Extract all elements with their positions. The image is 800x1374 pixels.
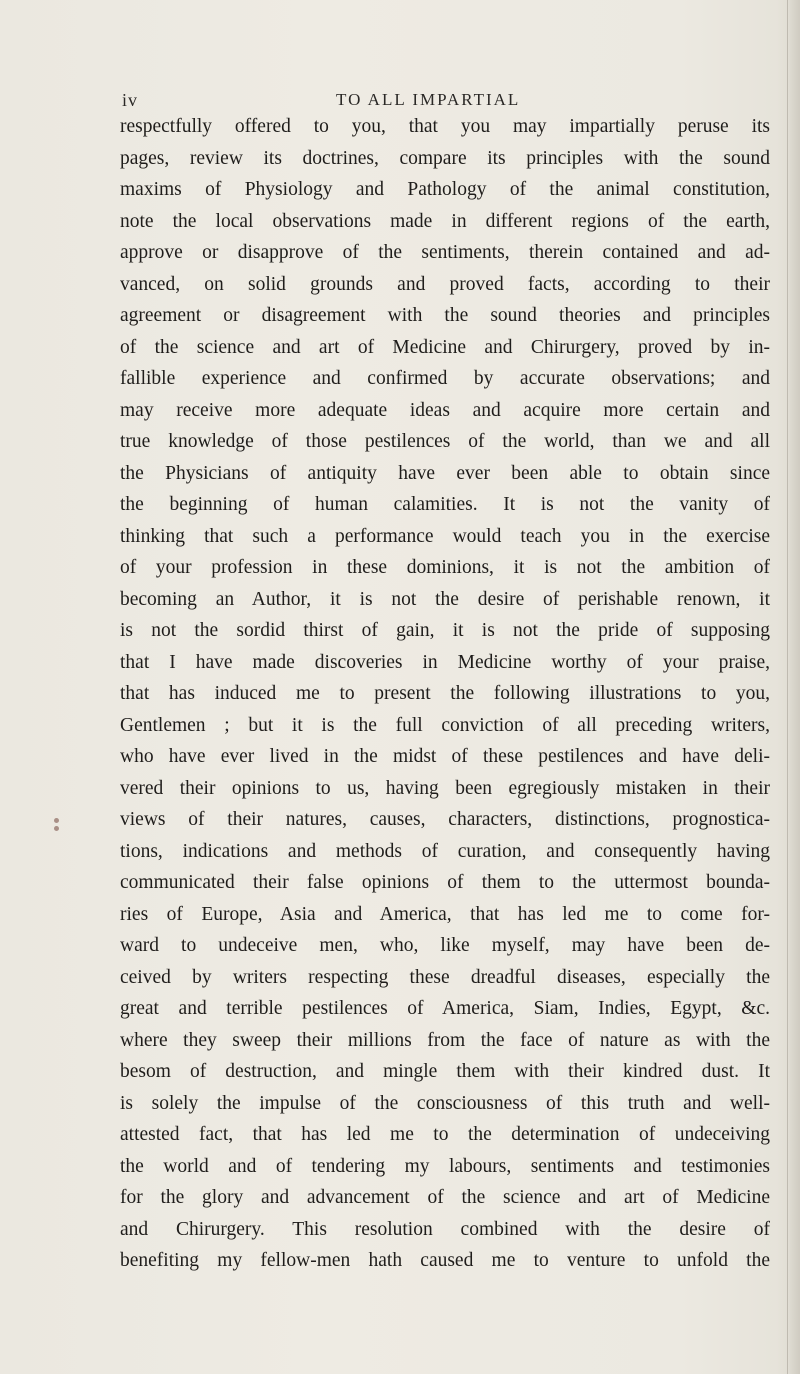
text-line: great and terrible pestilences of America, Siam, Indies, Egypt, &c. (120, 998, 770, 1019)
text-line: views of their natures, causes, characters, distinctions, prognostica- (120, 809, 770, 830)
text-line: attested fact, that has led me to the determination of undeceiving (120, 1124, 770, 1145)
text-line: of the science and art of Medicine and Chirurgery, proved by in- (120, 336, 770, 358)
text-line: of your profession in these dominions, it is not the ambition of (120, 557, 770, 578)
text-line: that has induced me to present the following illustrations to you, (120, 683, 770, 704)
text-line: communicated their false opinions of them to the uttermost bounda- (120, 872, 770, 893)
text-line: pages, review its doctrines, compare its principles with the sound (120, 147, 770, 169)
text-line: that I have made discoveries in Medicine worthy of your praise, (120, 651, 770, 673)
text-line: thinking that such a performance would teach you in the exercise (120, 525, 770, 547)
page-edge (787, 0, 800, 1374)
text-line: where they sweep their millions from the face of nature as with the (120, 1029, 770, 1051)
text-line: is not the sordid thirst of gain, it is not the pride of supposing (120, 620, 770, 641)
text-line: is solely the impulse of the consciousness of this truth and well- (120, 1092, 770, 1114)
body-text (120, 111, 770, 1277)
text-line: ceived by writers respecting these dreadful diseases, especially the (120, 966, 770, 988)
speck-mark (54, 826, 59, 831)
text-line: agreement or disagreement with the sound theories and principles (120, 305, 770, 326)
running-head-title: TO ALL IMPARTIAL (336, 90, 521, 109)
text-line: who have ever lived in the midst of these pestilences and have deli- (120, 746, 770, 767)
text-line: the beginning of human calamities. It is not the vanity of (120, 494, 770, 515)
page-number: iv (122, 90, 139, 110)
text-line: benefiting my fellow-men hath caused me to venture to unfold the (120, 1250, 770, 1271)
text-line: vered their opinions to us, having been egregiously mistaken in their (120, 777, 770, 799)
text-line: vanced, on solid grounds and proved facts, according to their (120, 273, 770, 295)
text-line: true knowledge of those pestilences of the world, than we and all (120, 431, 770, 452)
text-line: tions, indications and methods of curation, and consequently having (120, 840, 770, 862)
text-line: may receive more adequate ideas and acquire more certain and (120, 399, 770, 421)
text-line: becoming an Author, it is not the desire of perishable renown, it (120, 588, 770, 610)
paper-specks (54, 818, 60, 832)
text-line: maxims of Physiology and Pathology of the animal constitution, (120, 179, 770, 200)
text-line: ward to undeceive men, who, like myself, may have been de- (120, 935, 770, 956)
text-line: the world and of tendering my labours, sentiments and testimonies (120, 1155, 770, 1177)
speck-mark (54, 818, 59, 823)
text-line: for the glory and advancement of the science and art of Medicine (120, 1187, 770, 1208)
text-line: Gentlemen ; but it is the full conviction of all preceding writers, (120, 714, 770, 736)
text-line: note the local observations made in different regions of the earth, (120, 210, 770, 232)
text-line: fallible experience and confirmed by accurate observations; and (120, 368, 770, 389)
text-line: respectfully offered to you, that you may impartially peruse its (120, 116, 770, 137)
text-line: and Chirurgery. This resolution combined with the desire of (120, 1218, 770, 1240)
text-line: approve or disapprove of the sentiments, therein contained and ad- (120, 242, 770, 263)
text-line: ries of Europe, Asia and America, that has led me to come for- (120, 903, 770, 925)
text-line: besom of destruction, and mingle them with their kindred dust. It (120, 1061, 770, 1082)
text-line: the Physicians of antiquity have ever been able to obtain since (120, 462, 770, 484)
